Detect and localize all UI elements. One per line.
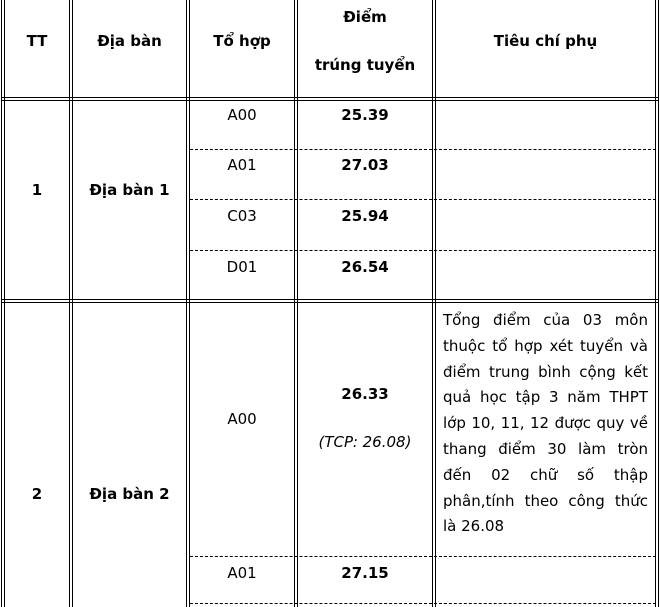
row2-tieu-chi-phu: Tổng điểm của 03 môn thuộc tổ hợp xét tuyển và điểm trung bình cộng kết quả học tập 3 năm THPT lớp 10, 11, 12 được quy về thang điểm 30 làm tròn đến 02 chữ số thập phân,tính theo công thức là 26.08	[443, 311, 648, 536]
col-divider-2	[186, 0, 187, 607]
header-dia-ban: Địa bàn	[97, 32, 162, 50]
row2-separator	[190, 556, 656, 557]
row1-to-hop: A00	[227, 106, 257, 124]
header-to-hop: Tổ hợp	[213, 32, 271, 50]
border-left-inner	[4, 0, 5, 607]
header-diem-line2: trúng tuyển	[314, 56, 416, 74]
row1-diem: 27.03	[341, 156, 389, 174]
col-divider-4	[432, 0, 433, 607]
row1-to-hop: D01	[226, 258, 258, 276]
col-divider-1-inner	[72, 0, 73, 607]
row1-tt: 1	[31, 181, 43, 199]
row2-tcp-note: (TCP: 26.08)	[318, 433, 412, 451]
row2-bottom-separator	[190, 603, 656, 604]
col-divider-4-inner	[435, 0, 436, 607]
row1-separator	[190, 250, 656, 251]
row1-separator	[190, 199, 656, 200]
row1-to-hop: C03	[227, 207, 257, 225]
row1-diem: 25.39	[341, 106, 389, 124]
row2-diem: 27.15	[341, 564, 389, 582]
row1-to-hop: A01	[227, 156, 257, 174]
border-right-inner	[658, 0, 659, 607]
header-bottom-border-inner	[1, 100, 659, 101]
border-left	[1, 0, 2, 607]
col-divider-2-inner	[189, 0, 190, 607]
row1-diem: 26.54	[341, 258, 389, 276]
row1-diem: 25.94	[341, 207, 389, 225]
row1-separator	[190, 149, 656, 150]
header-tieu-chi-phu: Tiêu chí phụ	[493, 32, 598, 50]
row2-dia-ban: Địa bàn 2	[89, 485, 170, 503]
row1-dia-ban: Địa bàn 1	[89, 181, 170, 199]
row2-to-hop: A00	[227, 410, 257, 428]
row2-diem: 26.33	[341, 385, 389, 403]
col-divider-1	[69, 0, 70, 607]
row1-bottom-border-inner	[1, 302, 659, 303]
header-tt: TT	[26, 32, 48, 50]
col-divider-3	[294, 0, 295, 607]
row2-tt: 2	[31, 485, 43, 503]
border-right	[655, 0, 656, 607]
header-bottom-border	[1, 97, 659, 98]
row2-to-hop: A01	[227, 564, 257, 582]
header-diem-line1: Điểm	[343, 8, 387, 26]
col-divider-3-inner	[297, 0, 298, 607]
row1-bottom-border	[1, 299, 659, 300]
